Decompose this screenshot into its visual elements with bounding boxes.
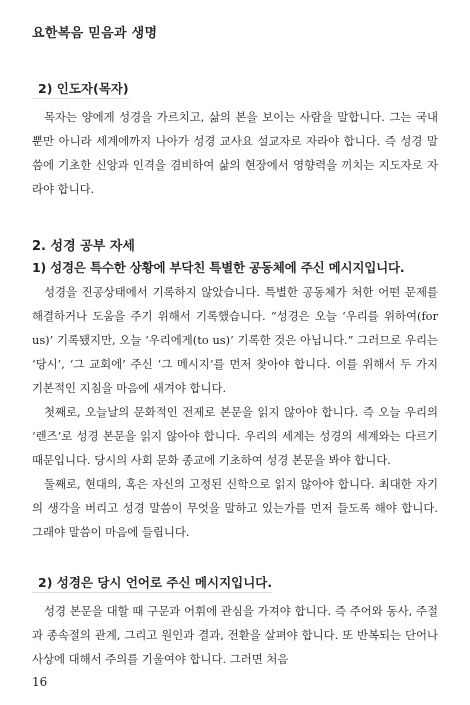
running-head: 요한복음 믿음과 생명 [32, 26, 158, 41]
page-number: 16 [32, 675, 48, 689]
subheading-special-community: 1) 성경은 특수한 상황에 부닥친 특별한 공동체에 주신 메시지입니다. [32, 260, 405, 275]
paragraph-leader: 목자는 양에게 성경을 가르치고, 삶의 본을 보이는 사람을 말합니다. 그는 국내뿐만 아니라 세계에까지 나아가 성경 교사요 설교자로 자라야 합니다. 즉 성경 말씀에 기초한 신앙과 인격을 겸비하여 삶의 현장에서 영향력을 끼치는 지도자로 자라야 합니다. [32, 110, 438, 196]
paragraph-body: 성경을 진공상태에서 기록하지 않았습니다. 특별한 공동체가 처한 어떤 문제를 해결하거나 도움을 주기 위해서 기록했습니다. “성경은 오늘 ‘우리를 위하여(for us)’ 기록됐지만, 오늘 ‘우리에게(to us)’ 기록한 것은 아닙니다.” 그러므로 우리는 ‘당시’, ‘그 교회에’ 주신 ‘그 메시지’를 먼저 찾아야 합니다. 이를 위해서 두 가지 기본적인 지침을 마음에 새겨야 합니다. [32, 285, 438, 395]
paragraph-body: 첫째로, 오늘날의 문화적인 전제로 본문을 읽지 않아야 합니다. 즉 오늘 우리의 ‘렌즈’로 성경 본문을 읽지 않아야 합니다. 우리의 세계는 성경의 세계와는 다르기 때문입니다. 당시의 사회 문화 종교에 기초하여 성경 본문을 봐야 합니다. [32, 405, 438, 467]
section-title-bible-study: 2. 성경 공부 자세 [32, 239, 135, 254]
page-content [32, 78, 438, 671]
section-heading-leader: 2) 인도자(목자) [32, 79, 129, 99]
subheading-original-language: 2) 성경은 당시 언어로 주신 메시지입니다. [32, 573, 272, 593]
paragraph-body: 성경 본문을 대할 때 구문과 어휘에 관심을 가져야 합니다. 즉 주어와 동사, 주절과 종속절의 관계, 그리고 원인과 결과, 전환을 살펴야 합니다. 또 반복되는 단어나 사상에 대해서 주의를 기울여야 합니다. 그러면 처음 [32, 604, 438, 666]
paragraph-body: 둘째로, 현대의, 혹은 자신의 고정된 신학으로 읽지 않아야 합니다. 최대한 자기의 생각을 버리고 성경 말씀이 무엇을 말하고 있는가를 먼저 들도록 해야 합니다. 그래야 말씀이 마음에 들립니다. [32, 477, 438, 539]
